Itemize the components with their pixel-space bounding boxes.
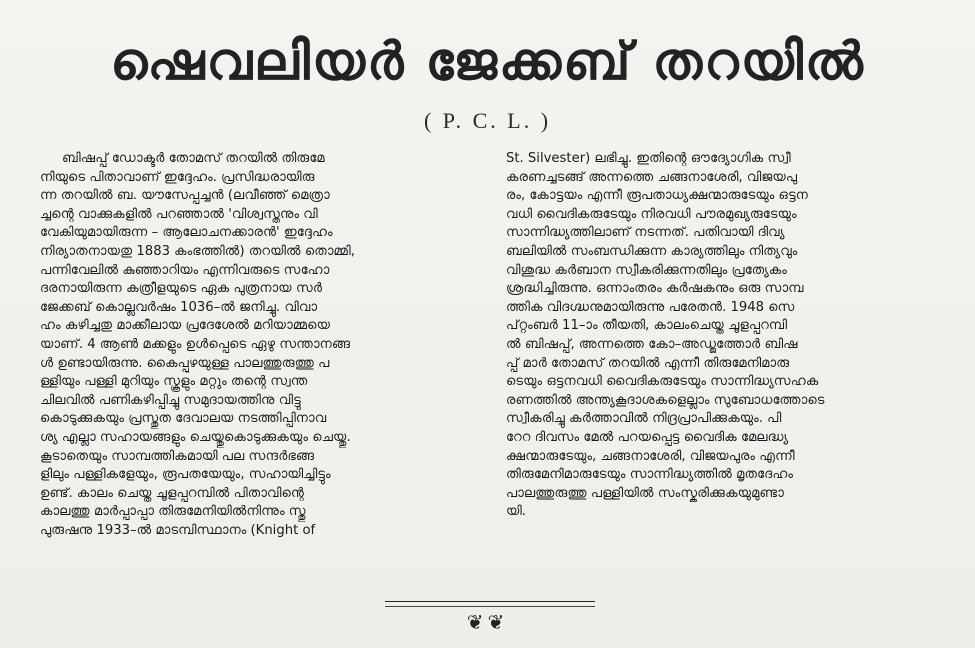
text-line: ൽ ബിഷപ്പ്, അന്നത്തെ കോ–അഡ്ജത്തോർ ബിഷ: [506, 336, 798, 352]
text-line: കൊടുക്കുകയും പ്രസ്തുത ദേവാലയ നടത്തിപ്പിനാവ: [40, 411, 327, 427]
text-line: നിര്യാതനായതു 1883 കംഭത്തിൽ) തറയിൽ തൊമ്മി,: [40, 243, 355, 259]
text-line: ദരനായിരുന്ന കത്രീളയുടെ ഏക പുത്രനായ സർ: [40, 281, 323, 297]
end-rule-thin: [385, 606, 595, 607]
text-line: കൂടാതെയും സാമ്പത്തികമായി പല സന്ദർഭങ്ങ: [40, 448, 315, 464]
end-rule: [385, 601, 595, 602]
text-line: കരണച്ചടങ്ങ് അന്നത്തെ ചങ്ങനാശേരി, വിജയപു: [506, 169, 798, 185]
text-line: ചിലവിൽ പണികഴിപ്പിച്ചു സമുദായത്തിനു വിട്ടു: [40, 392, 301, 408]
article-title: ഷെവലിയർ ജേക്കബ് തറയിൽ: [110, 31, 865, 92]
text-line: പ്പ് മാർ തോമസ് തറയിൽ എന്നീ തിരുമേനിമാരു: [506, 355, 790, 371]
text-line: രം, കോട്ടയം എന്നീ രൂപതാധ്യക്ഷന്മാരുടേയും ഒട്ടന: [506, 188, 808, 204]
right-column-text: [506, 150, 938, 570]
text-line: തിരുമേനിമാരുടേയും സാന്നിദ്ധ്യത്തിൽ മൃതദേഹം: [506, 467, 793, 483]
text-line: യാണ്. 4 ആൺ മക്കളും ഉൾപ്പെടെ ഏഴു സന്താനങ്ങ: [40, 336, 351, 352]
text-line: സ്വീകരിച്ചു കർത്താവിൽ നിദ്രപ്രാപിക്കുകയും. പി: [506, 411, 782, 427]
text-line: പന്നിവേലിൽ കുഞ്ഞാറിയം എന്നിവരുടെ സഹോ: [40, 262, 330, 278]
text-line: ജേക്കബ് കൊല്ലവർഷം 1036–ൽ ജനിച്ചു. വിവാ: [40, 299, 318, 315]
text-line: ഉണ്ട്. കാലം ചെയ്ത ചൂളപ്പറമ്പിൽ പിതാവിന്റെ: [40, 485, 304, 501]
text-line: സാന്നിദ്ധ്യത്തിലാണ് നടന്നത്. പതിവായി ദിവ്യ: [506, 225, 785, 241]
left-column-text: [40, 150, 478, 590]
text-line: ടെയും ഒട്ടനവധി വൈദികരുടേയും സാന്നിദ്ധ്യസഹക: [506, 374, 819, 390]
text-line: St. Silvester) ലഭിച്ചു. ഇതിന്റെ ഔദ്യോഗിക സ്വീ: [506, 151, 791, 166]
text-line: പാലത്തുരുത്തു പള്ളിയിൽ സംസ്കരിക്കുകയുമുണ്ടാ: [506, 485, 784, 501]
text-line: ഹം കഴിച്ചതു മാക്കീലായ പ്രദേശേൽ മറിയാമ്മയെ: [40, 318, 331, 334]
text-line: ത്തിക വിദഗ്ദ്ധനുമായിരുന്നു പരേതൻ. 1948 സെ: [506, 299, 795, 315]
text-line: റേറ ദിവസം മേൽ പറയപ്പെട്ട വൈദിക മേലദ്ധ്യ: [506, 429, 789, 445]
text-line: ശ്യ എല്ലാ സഹായങ്ങളും ചെയ്തുകൊടുക്കുകയും ചെയ്തു.: [40, 429, 351, 445]
text-line: വിശുദ്ധ കർബാന സ്വീകരിക്കുന്നതിലും പ്രത്യേകം: [506, 262, 787, 278]
text-line: ളിലും പള്ളികളേയും, രൂപതയേയും, സഹായിച്ചിട്ടും: [40, 467, 331, 483]
text-line: ള്ളിയും പള്ളി മുറിയും സ്കൂളും മറ്റും തന്റെ സ്വന്ത: [40, 374, 308, 390]
text-line: കാലത്തു മാർപ്പാപ്പാ തിരുമേനിയിൽനിന്നും സ്തു: [40, 504, 306, 520]
text-line: രണത്തിൽ അന്ത്യകൂദാശകളെല്ലാം സുബോധത്തോടെ: [506, 392, 825, 408]
text-line: പുരുഷനു 1933–ൽ മാടമ്പിസ്ഥാനം (Knight of: [40, 522, 316, 538]
article-subtitle: ( P. C. L. ): [423, 108, 552, 133]
text-line: ബലിയിൽ സംബന്ധിക്കുന്ന കാര്യത്തിലും നിത്യവും: [506, 243, 798, 259]
text-line: ക്ഷന്മാരുടേയും, ചങ്ങനാശേരി, വിജയപുരം എന്നീ: [506, 448, 795, 464]
text-line: വേകിയുമായിരുന്ന – ആലോചനക്കാരൻ' ഇദ്ദേഹം: [40, 225, 333, 241]
text-line: യി.: [506, 504, 527, 520]
text-line: ശ്രദ്ധിച്ചിരുന്നു. ഒന്നാംതരം കർഷകനും ഒരു സാമ്പ: [506, 281, 804, 297]
text-line: വധി വൈദികരുടേയും നിരവധി പൗരമുഖ്യരുടേയും: [506, 206, 797, 222]
text-line: നിയുടെ പിതാവാണ് ഇദ്ദേഹം. പ്രസിദ്ധരായിരു: [40, 169, 315, 185]
text-line: പ്റ്റംബർ 11–ാം തീയതി, കാലംചെയ്ത ചൂളപ്പറമ്പി: [506, 318, 788, 334]
text-line: ച്ചന്റെ വാക്കുകളിൽ പറഞ്ഞാൽ 'വിശ്വസ്തനും വി: [40, 206, 318, 222]
end-ornament: ❦❦: [466, 610, 509, 634]
text-line: ബിഷപ്പ് ഡോക്ടർ തോമസ് തറയിൽ തിരുമേ: [62, 151, 325, 166]
text-line: ൾ ഉണ്ടായിരുന്നു. കൈപ്പുഴയുള്ള പാലത്തുരുത്തു പ: [40, 355, 330, 371]
text-line: ന്ന തറയിൽ ബ. യൗസേപ്പച്ചൻ (ലവീഞ്ഞ് മെത്രാ: [40, 188, 330, 204]
